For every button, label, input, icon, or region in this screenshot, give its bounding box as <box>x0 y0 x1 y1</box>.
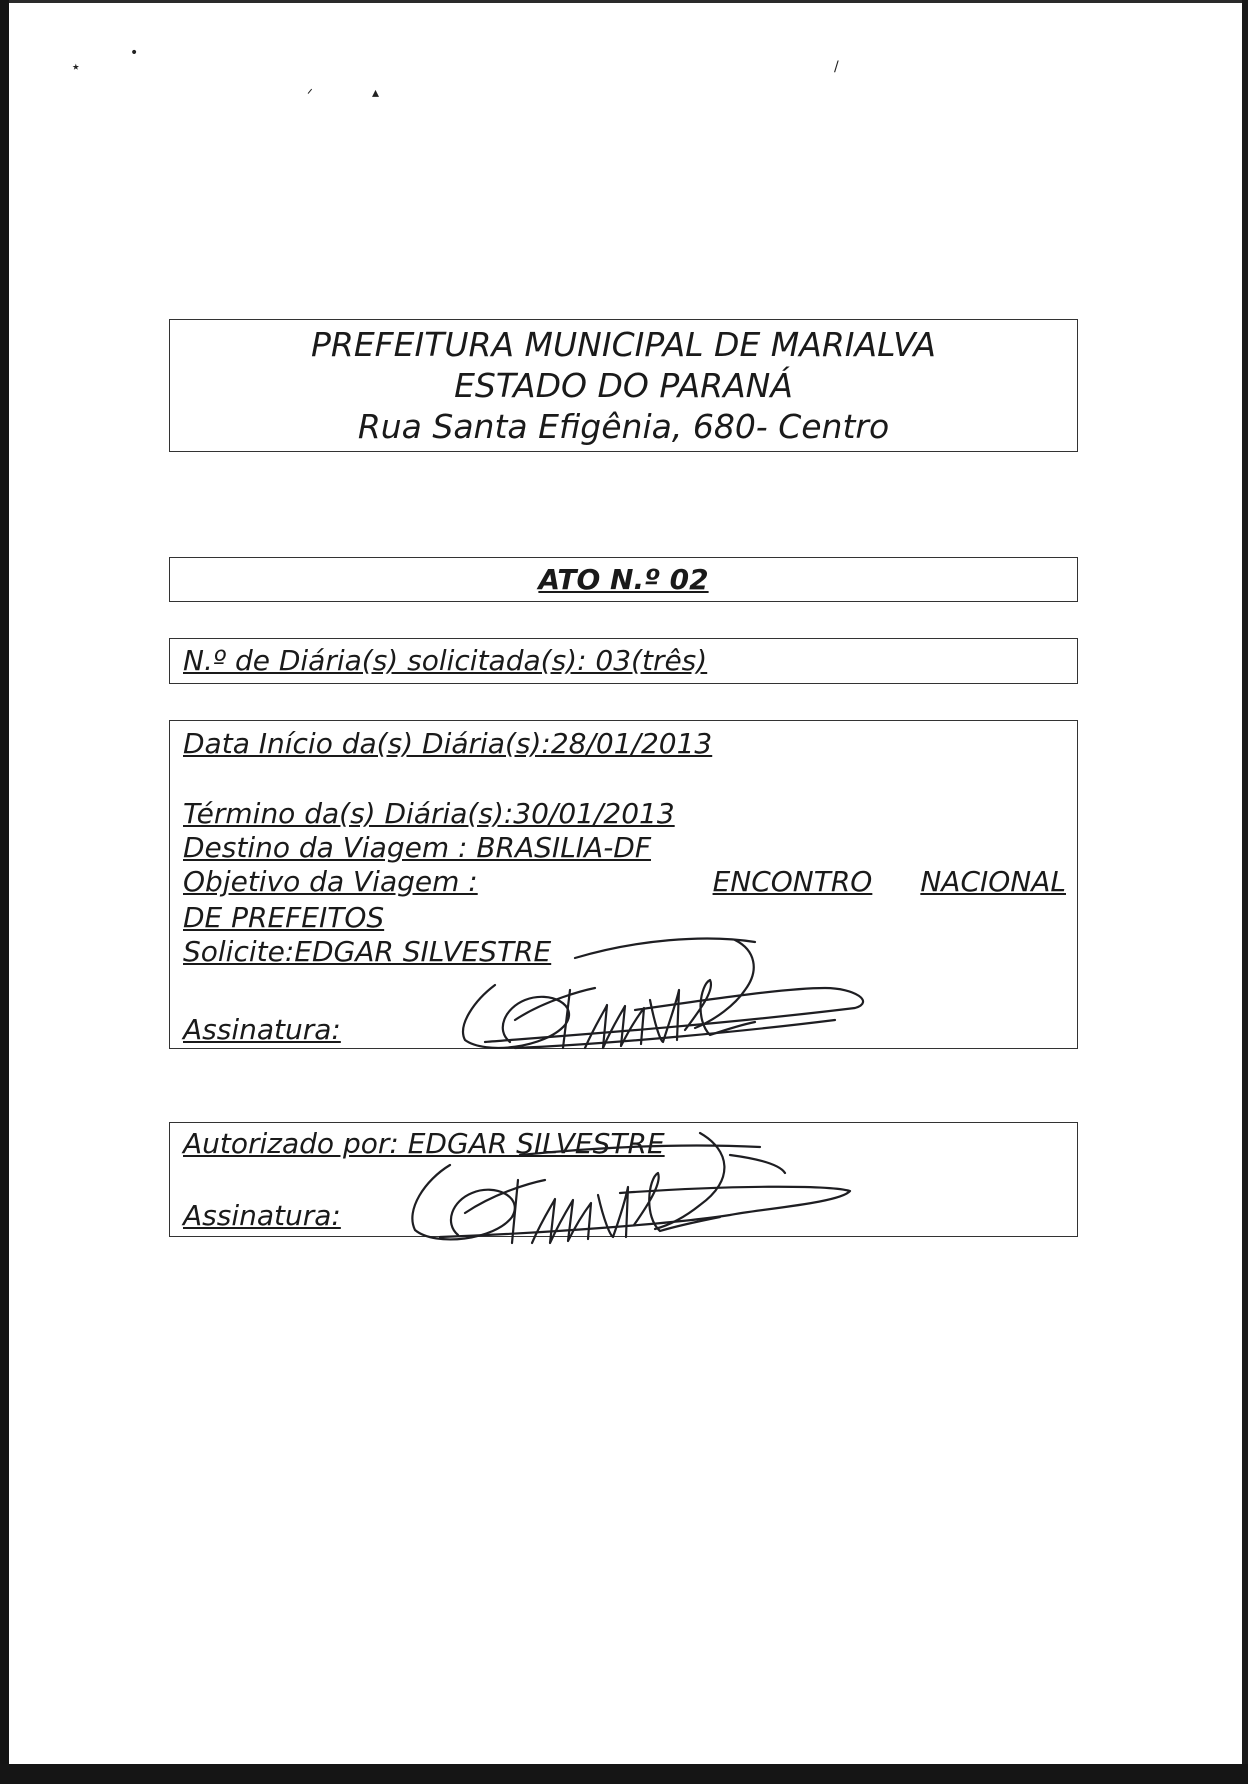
letterhead-box <box>169 319 1078 452</box>
objective-value <box>713 865 1066 898</box>
objective-word-1: ENCONTRO <box>712 865 873 898</box>
requester-text: Solicite:EDGAR SILVESTRE <box>183 935 552 968</box>
scan-speck: ٭ <box>72 59 80 75</box>
handwritten-signature-1 <box>455 930 875 1060</box>
end-date-text: Término da(s) Diária(s):30/01/2013 <box>183 797 675 830</box>
objective-word-2: NACIONAL <box>920 865 1066 898</box>
scan-top-edge <box>0 0 1248 3</box>
start-date-text: Data Início da(s) Diária(s):28/01/2013 <box>183 727 713 760</box>
objective-row <box>183 865 1067 898</box>
authorized-by-text: Autorizado por: EDGAR SILVESTRE <box>183 1127 665 1160</box>
daily-count-box <box>169 638 1078 684</box>
address: Rua Santa Efigênia, 680- Centro <box>357 407 890 446</box>
scan-right-edge <box>1242 0 1248 1784</box>
scan-speck: • <box>130 45 139 61</box>
objective-continuation: DE PREFEITOS <box>183 901 385 934</box>
scan-speck: / <box>834 59 839 75</box>
municipality-name: PREFEITURA MUNICIPAL DE MARIALVA <box>310 325 936 364</box>
objective-label: Objetivo da Viagem : <box>183 865 478 898</box>
signature-label: Assinatura: <box>183 1013 341 1046</box>
handwritten-signature-2 <box>400 1125 860 1255</box>
scan-bottom-edge <box>0 1764 1248 1784</box>
scan-speck: ᐟ <box>307 87 313 103</box>
destination-text: Destino da Viagem : BRASILIA-DF <box>183 831 651 864</box>
act-number-box <box>169 557 1078 602</box>
state-name: ESTADO DO PARANÁ <box>454 366 793 405</box>
scan-speck: ▴ <box>372 85 380 101</box>
act-title: ATO N.º 02 <box>538 563 709 596</box>
scan-left-edge <box>0 0 9 1784</box>
authorization-signature-label: Assinatura: <box>183 1199 341 1232</box>
daily-count-text: N.º de Diária(s) solicitada(s): 03(três) <box>183 644 708 677</box>
